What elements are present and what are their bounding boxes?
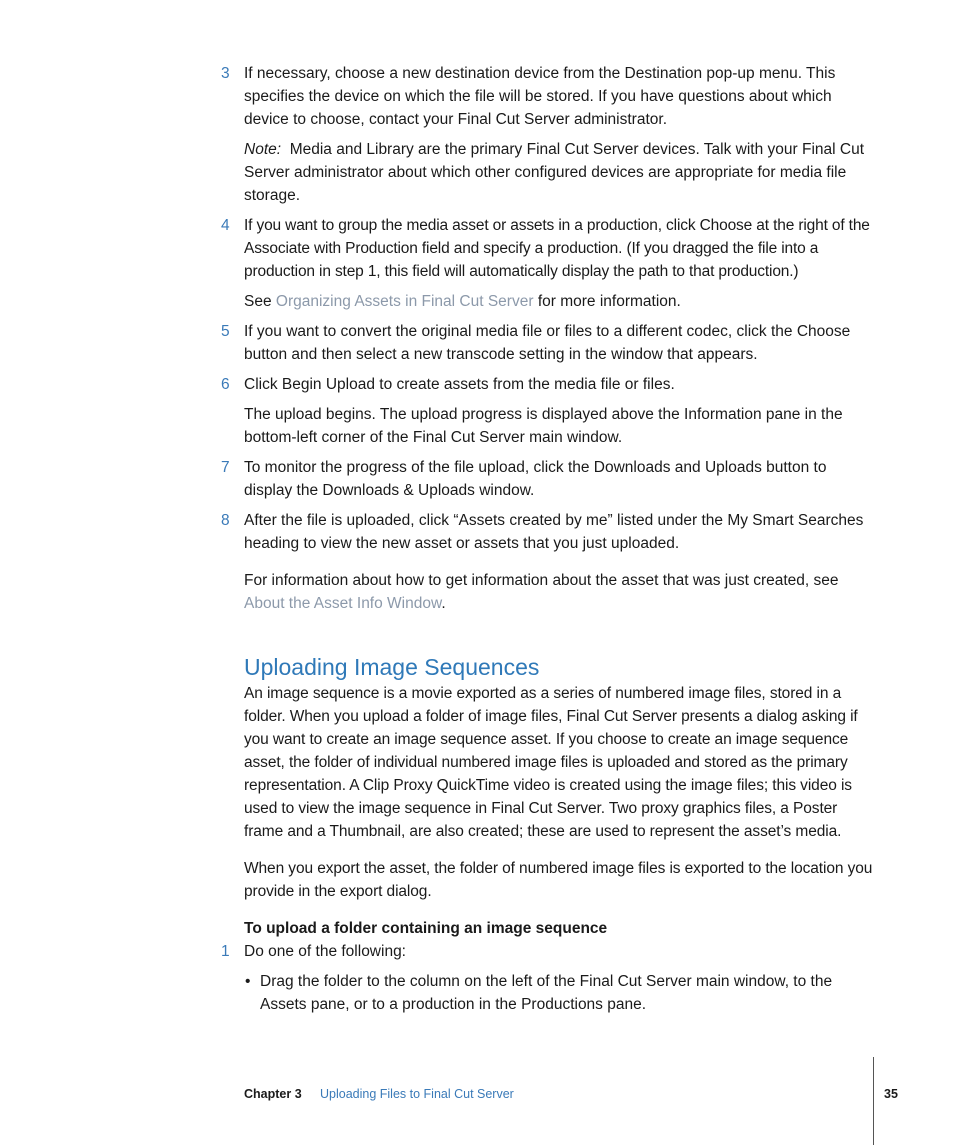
step-text: If you want to convert the original media file or files to a different codec, click the Choose button and then select a new transcode setting in the window that appears. [244,323,851,363]
note-text: Media and Library are the primary Final Cut Server devices. Talk with your Final Cut Server administrator about which other configured devices are appropriate for media file storage. [244,141,864,204]
organizing-assets-link[interactable]: Organizing Assets in Final Cut Server [275,293,534,310]
step-text: Click Begin Upload to create assets from the media file or files. [244,376,675,393]
section-paragraph: An image sequence is a movie exported as a series of numbered image files, stored in a folder. When you upload a folder of image files, Final Cut Server presents a dialog asking if you want to create an image sequence asset. If you choose to create an image sequence asset, the folder of individual numbered image files is uploaded and stored as the primary representation. A Clip Proxy QuickTime video is created using the image files; this video is used to view the image sequence in Final Cut Server. Two proxy graphics files, a Poster frame and a Thumbnail, are also created; these are used to represent the asset’s media. [244,685,858,840]
step-number: 7 [221,459,230,476]
step-text: After the file is uploaded, click “Assets created by me” listed under the My Smart Searches heading to view the new asset or assets that you just uploaded. [244,512,864,552]
page-number: 35 [884,1087,898,1101]
step-text: If necessary, choose a new destination device from the Destination pop-up menu. This specifies the device on which the file will be stored. If you have questions about which device to choose, contact your Final Cut Server administrator. [244,65,836,128]
step-number: 3 [221,65,230,82]
note-paragraph [244,138,874,207]
upload-progress-paragraph: The upload begins. The upload progress is displayed above the Information pane in the bottom-left corner of the Final Cut Server main window. [244,406,843,446]
see-suffix: for more information. [537,293,681,310]
step-number: 4 [221,217,230,234]
see-prefix: See [244,293,272,310]
bullet-text: Drag the folder to the column on the left of the Final Cut Server main window, to the Assets pane, or to a production in the Productions pane. [260,973,833,1013]
step-number: 1 [221,943,230,960]
task-subheading: To upload a folder containing an image sequence [244,920,608,937]
step-number: 8 [221,512,230,529]
info-paragraph [244,569,874,615]
step-text: If you want to group the media asset or assets in a production, click Choose at the right of the Associate with Production field and specify a production. (If you dragged the file into a production in step 1, this field will automatically display the path to that production.) [244,217,870,280]
export-paragraph: When you export the asset, the folder of numbered image files is exported to the location you provide in the export dialog. [244,860,873,900]
asset-info-window-link[interactable]: About the Asset Info Window [244,595,442,612]
footer-divider [873,1057,874,1145]
footer-chapter-title[interactable]: Uploading Files to Final Cut Server [320,1087,514,1101]
step-text: To monitor the progress of the file upload, click the Downloads and Uploads button to display the Downloads & Uploads window. [244,459,827,499]
section-heading: Uploading Image Sequences [244,654,540,680]
note-label: Note: [244,141,282,158]
step-number: 5 [221,323,230,340]
step-number: 6 [221,376,230,393]
step-text: Do one of the following: [244,943,406,960]
info-end: . [441,595,446,612]
bullet-icon: • [245,973,251,990]
see-also-line [244,290,874,313]
footer-chapter: Chapter 3 [244,1087,302,1101]
info-text: For information about how to get information about the asset that was just created, see [244,572,839,589]
